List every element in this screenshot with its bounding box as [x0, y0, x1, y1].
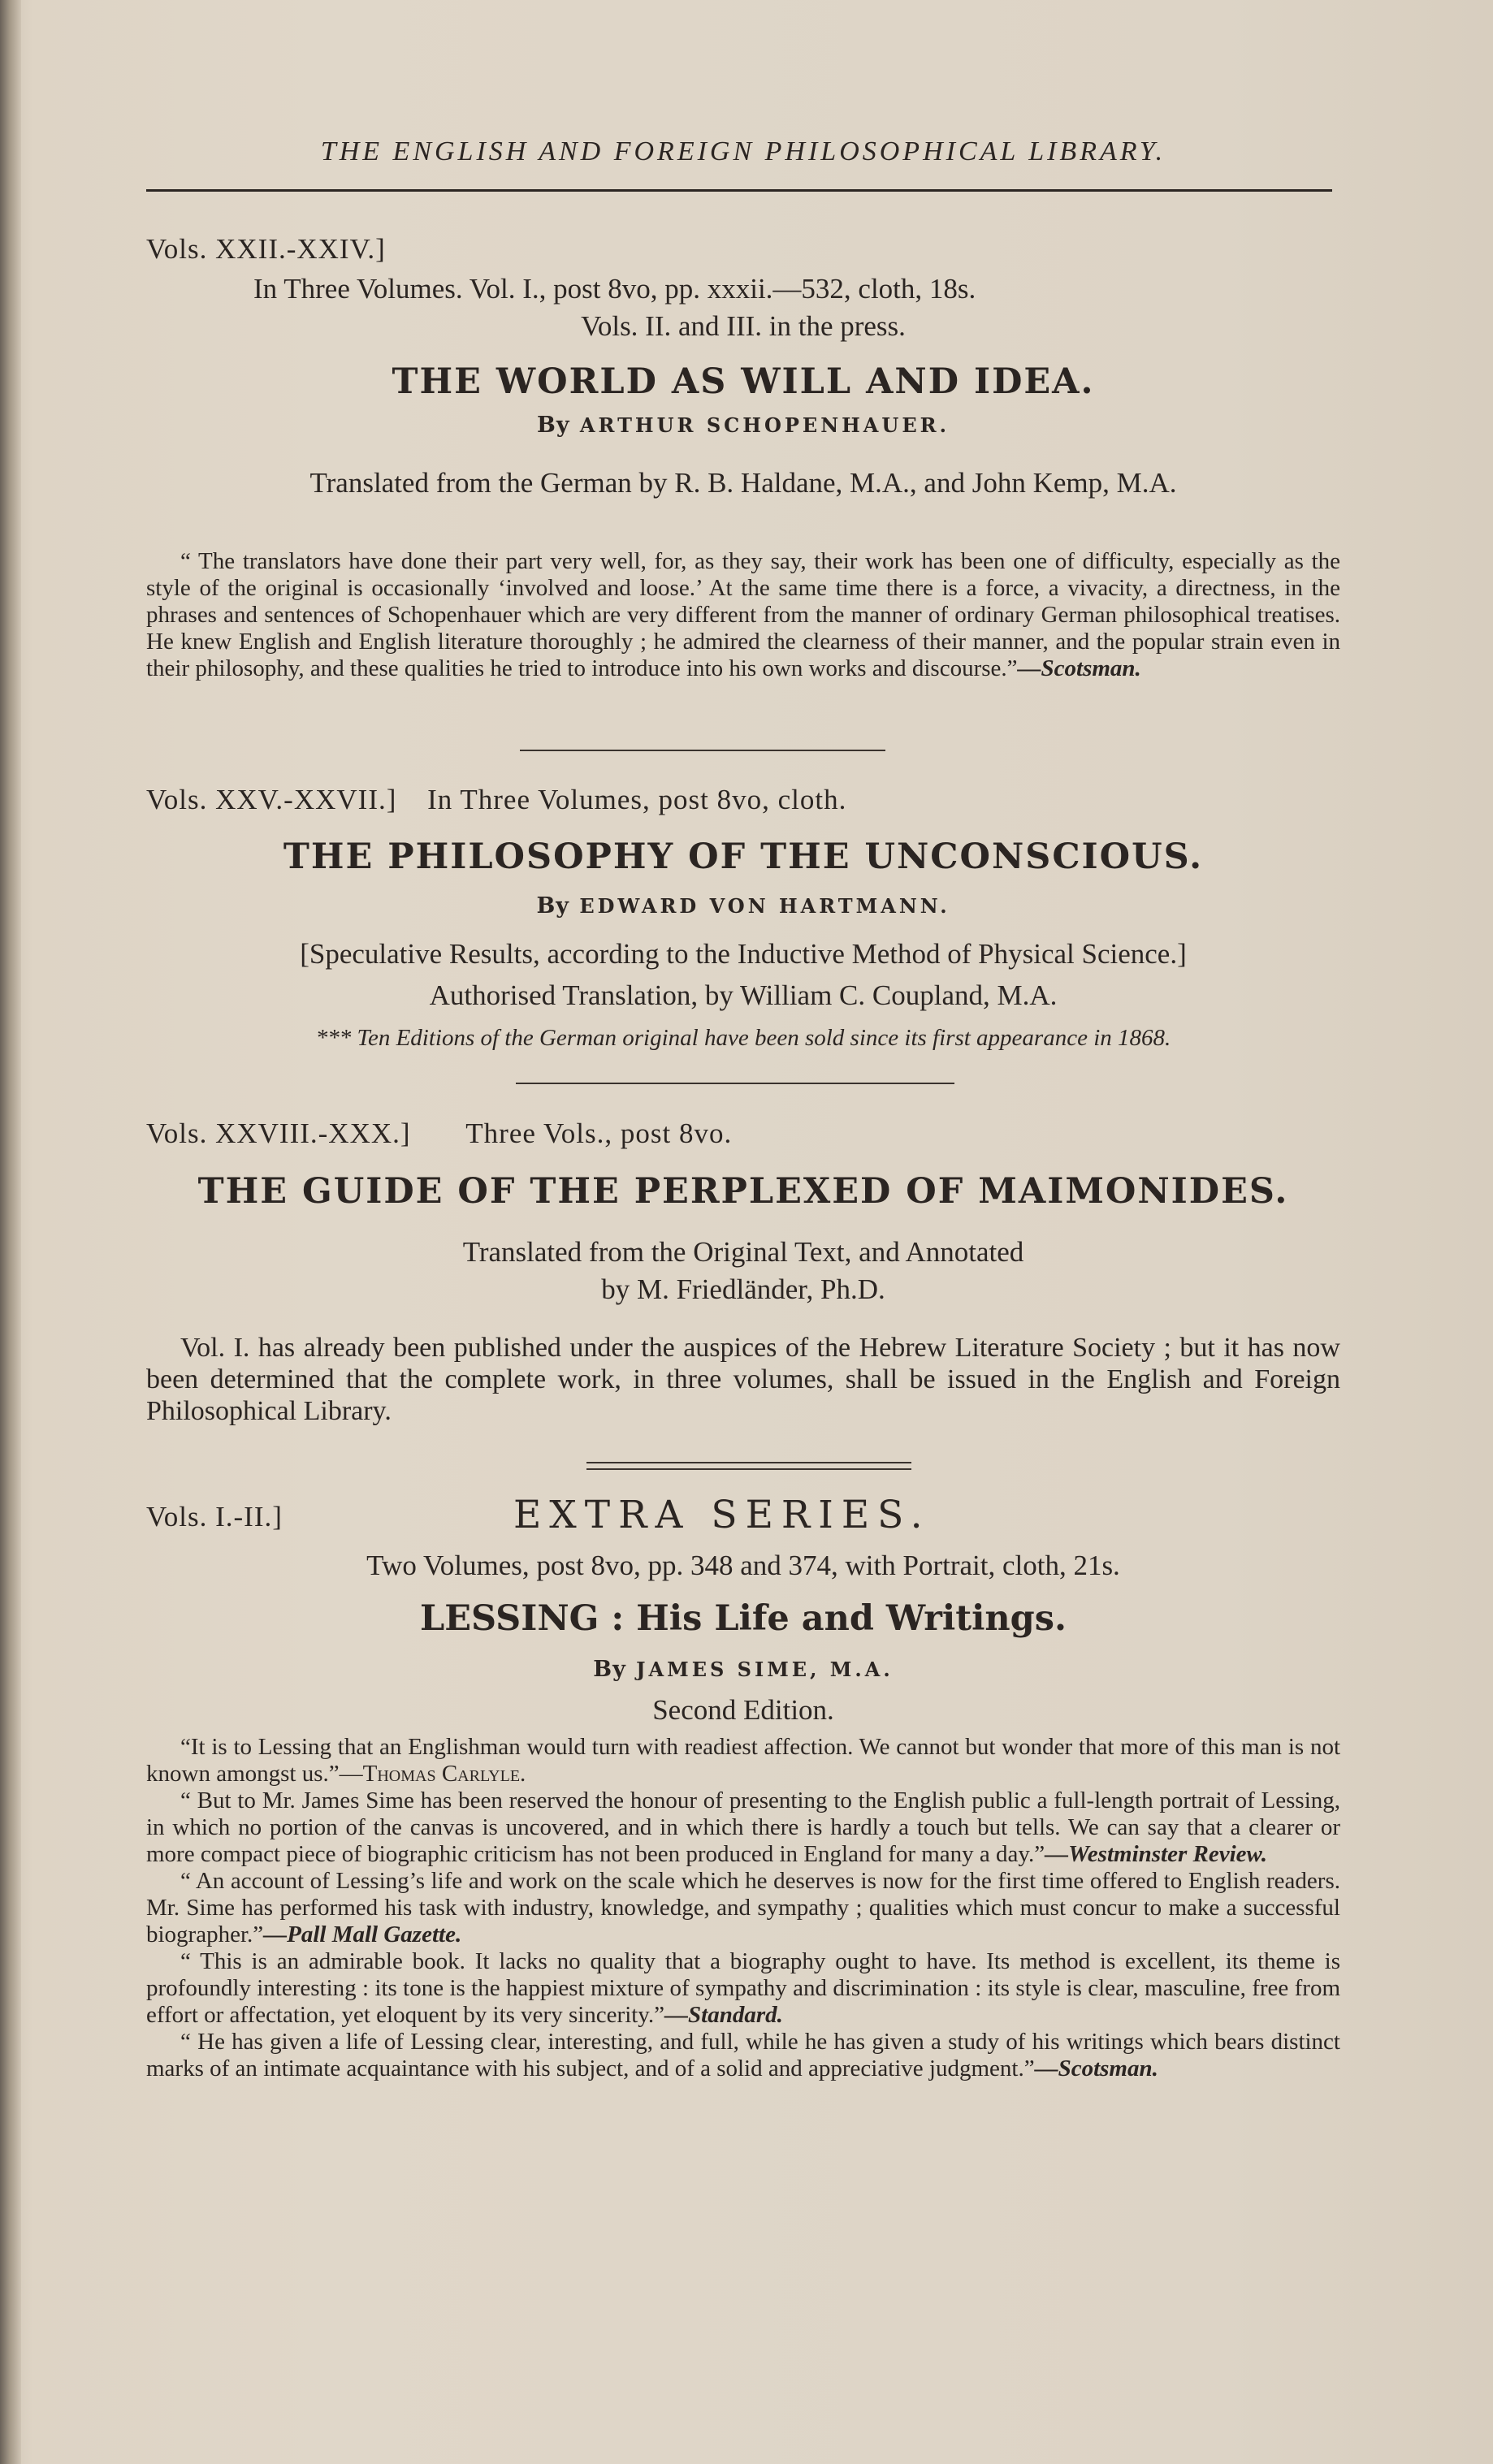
running-head: THE ENGLISH AND FOREIGN PHILOSOPHICAL LIBRARY.	[320, 136, 1166, 166]
review-quote	[146, 2029, 1340, 2082]
review-text: “ He has given a life of Lessing clear, interesting, and full, while he has given a study of his writings which bears distinct marks of an intimate acquaintance with his subject, and of a solid and appreciative judgment.”	[146, 2029, 1340, 2081]
section4-edition: Second Edition.	[652, 1694, 834, 1726]
section2-vols-line	[146, 784, 1340, 816]
review-source: —Thomas Carlyle.	[339, 1761, 526, 1787]
section3-volume-info: Three Vols., post 8vo.	[465, 1117, 733, 1149]
section2-volume-info: In Three Volumes, post 8vo, cloth.	[427, 784, 847, 815]
section3-translation-line2: by M. Friedländer, Ph.D.	[601, 1273, 885, 1305]
section1-volume-info: In Three Volumes. Vol. I., post 8vo, pp. xxxii.—532, cloth, 18s.	[253, 273, 976, 305]
section2-translation: Authorised Translation, by William C. Coupland, M.A.	[429, 979, 1058, 1011]
section4-reviews	[146, 1734, 1340, 2082]
review-text: “It is to Lessing that an Englishman would turn with readiest affection. We cannot but wonder that more of this man is not known amongst us.”	[146, 1734, 1340, 1787]
review-text: “ This is an admirable book. It lacks no quality that a biography ought to have. Its method is excellent, its theme is profoundly interesting : its tone is the happiest mixture of sympathy and discrimination : its style is clear, masculine, free from effort or affectation, yet eloquent by its very sincerity.”	[146, 1948, 1340, 2028]
section1-quote-text: “ The translators have done their part very well, for, as they say, their work has been one of difficulty, especially as the style of the original is occasionally ‘involved and loose.’ At the same time there is a force, a vivacity, a directness, in the phrases and sentences of Schopenhauer which are very different from the manner of ordinary German philosophical treatises. He knew English and English literature thoroughly ; he admired the clearness of their manner, and the popular strain even in their philosophy, and these qualities he tried to introduce into his own works and discourse.”	[146, 548, 1340, 681]
header-rule	[146, 189, 1332, 192]
review-quote	[146, 1734, 1340, 1787]
section4-byline	[146, 1657, 1340, 1682]
section2-title: THE PHILOSOPHY OF THE UNCONSCIOUS.	[283, 836, 1204, 877]
section2-by: By	[536, 893, 569, 919]
book-spine-shadow	[0, 0, 21, 2464]
section3-double-rule-bottom	[586, 1468, 911, 1470]
section3-translation-line1: Translated from the Original Text, and Annotated	[462, 1236, 1024, 1268]
section1-byline	[146, 413, 1340, 438]
section1-by: By	[537, 413, 570, 438]
review-source: —Pall Mall Gazette.	[263, 1921, 462, 1947]
review-text: “ An account of Lessing’s life and work on the scale which he deserves is now for the first time offered to English readers. Mr. Sime has performed his task with industry, knowledge, and sympathy ; qualities which must concur to make a successful biographer.”	[146, 1868, 1340, 1947]
review-text: “ But to Mr. James Sime has been reserved the honour of presenting to the English public a full-length portrait of Lessing, in which no portion of the canvas is uncovered, and in which there is hardly a touch but tells. We can say that a clearer or more compact piece of biographic criticism has not been produced in England for many a day.”	[146, 1787, 1340, 1867]
section2-note: *** Ten Editions of the German original have been sold since its first appearance in 1868.	[315, 1025, 1171, 1051]
section1-quote	[146, 548, 1340, 682]
section3-vols: Vols. XXVIII.-XXX.]	[146, 1117, 411, 1149]
review-quote	[146, 1948, 1340, 2029]
section4-volume-info: Two Volumes, post 8vo, pp. 348 and 374, with Portrait, cloth, 21s.	[366, 1550, 1120, 1581]
section1-divider	[520, 750, 885, 751]
section2-divider	[516, 1083, 954, 1084]
section2-author: EDWARD VON HARTMANN.	[579, 894, 950, 918]
review-source: —Westminster Review.	[1045, 1841, 1268, 1867]
section3-note-block	[146, 1332, 1340, 1427]
section3-vols-line	[146, 1117, 1340, 1150]
section1-translators: Translated from the German by R. B. Haldane, M.A., and John Kemp, M.A.	[309, 467, 1177, 499]
section4-series: EXTRA SERIES.	[513, 1493, 931, 1537]
review-source: —Standard.	[664, 2002, 783, 2028]
section3-note: Vol. I. has already been published under the auspices of the Hebrew Literature Society ; but it has now been determined that the complete work, in three volumes, shall be issued in the English and Foreign Philosophical Library.	[146, 1333, 1340, 1426]
section4-vols: Vols. I.-II.]	[146, 1501, 283, 1532]
section4-title: LESSING : His Life and Writings.	[420, 1598, 1067, 1639]
review-quote	[146, 1868, 1340, 1948]
section2-byline	[146, 893, 1340, 919]
section3-double-rule-top	[586, 1462, 911, 1463]
section1-press-note: Vols. II. and III. in the press.	[581, 310, 906, 342]
section4-author: JAMES SIME, M.A.	[636, 1658, 894, 1681]
section1-quote-source: —Scotsman.	[1017, 655, 1141, 681]
section2-subtitle: [Speculative Results, according to the Inductive Method of Physical Science.]	[300, 938, 1187, 970]
section1-vols: Vols. XXII.-XXIV.]	[146, 233, 386, 265]
section2-vols: Vols. XXV.-XXVII.]	[146, 784, 397, 815]
section1-author: ARTHUR SCHOPENHAUER.	[579, 413, 950, 437]
review-quote	[146, 1787, 1340, 1868]
review-source: —Scotsman.	[1034, 2055, 1158, 2081]
section4-by: By	[593, 1657, 626, 1682]
section3-title: THE GUIDE OF THE PERPLEXED OF MAIMONIDES.	[197, 1171, 1289, 1212]
section1-title: THE WORLD AS WILL AND IDEA.	[392, 361, 1095, 402]
